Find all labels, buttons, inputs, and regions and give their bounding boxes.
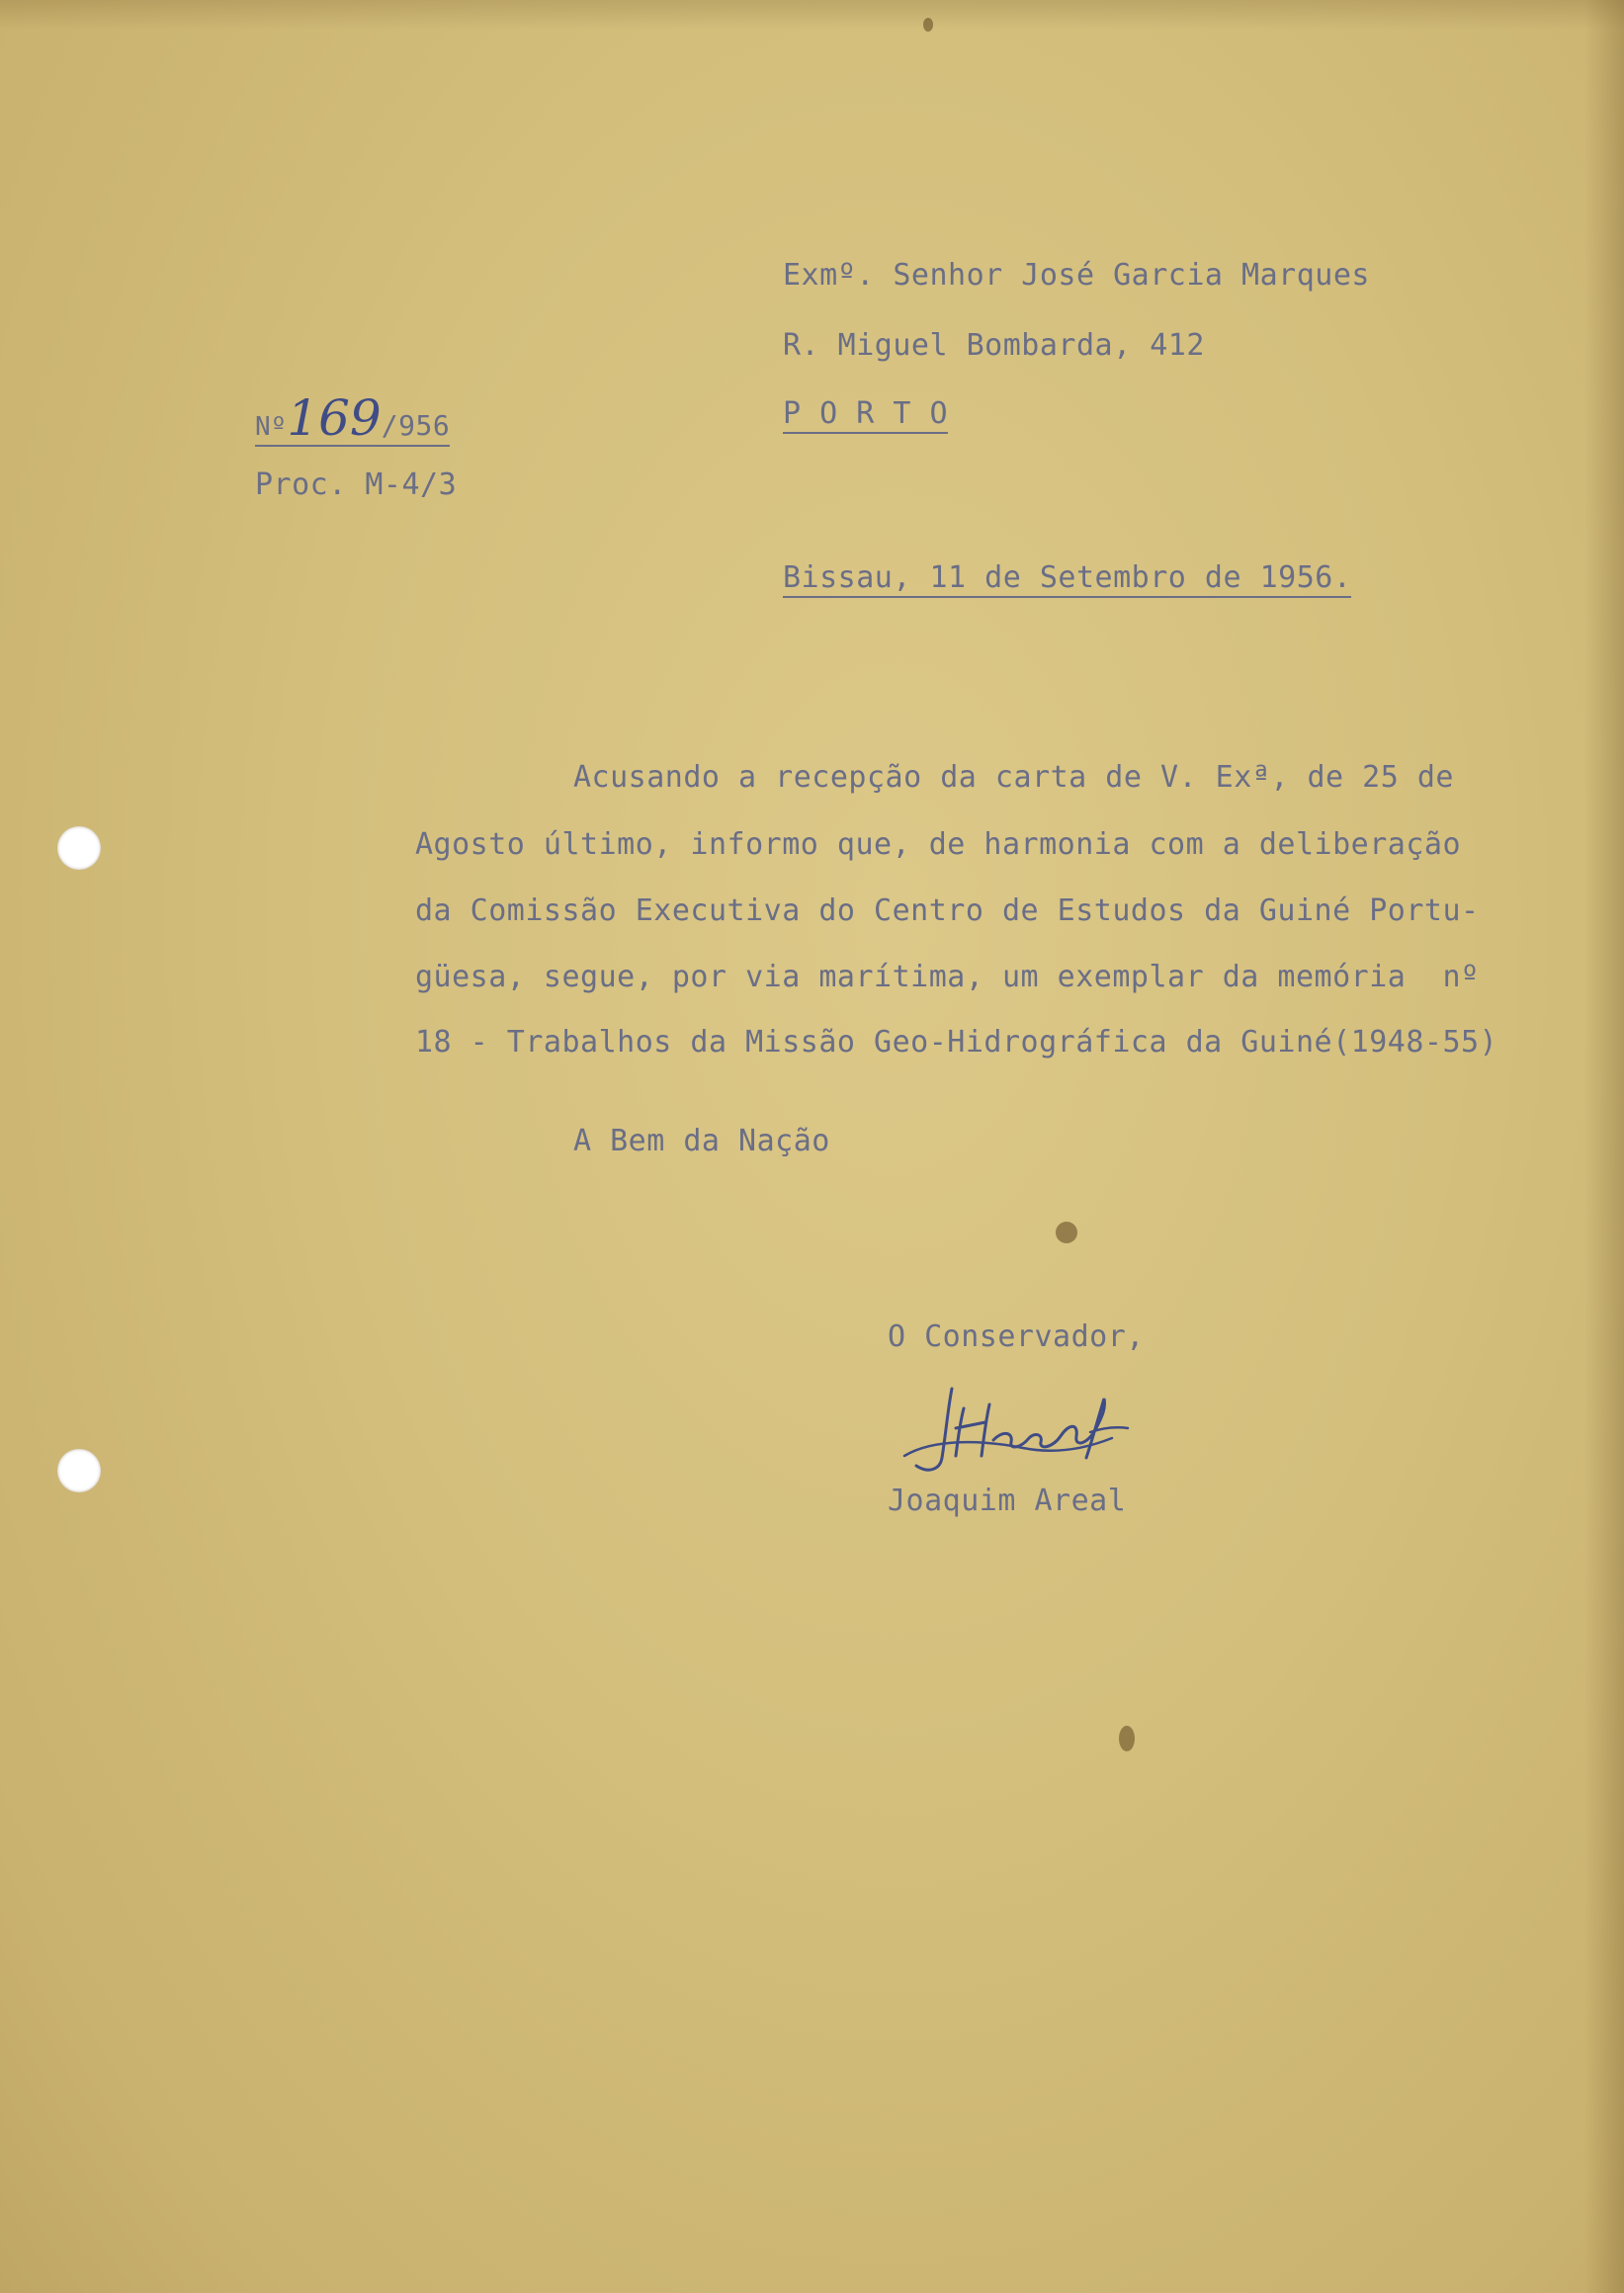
letter-date: Bissau, 11 de Setembro de 1956. <box>783 563 1351 598</box>
recipient-city: P O R T O <box>783 399 948 434</box>
stain <box>1056 1222 1077 1243</box>
reference-prefix: Nº <box>255 412 288 442</box>
closing-salutation: A Bem da Nação <box>573 1124 830 1158</box>
signatory-name: Joaquim Areal <box>888 1484 1127 1518</box>
reference-year: /956 <box>381 409 451 442</box>
body-line-1: Acusando a recepção da carta de V. Exª, de 25 de <box>573 760 1454 795</box>
handwritten-signature <box>895 1379 1171 1487</box>
reference-handwritten-number: 169 <box>287 389 382 447</box>
signatory-title: O Conservador, <box>888 1319 1145 1354</box>
punch-hole-bottom <box>57 1449 101 1492</box>
body-line-3: da Comissão Executiva do Centro de Estudos da Guiné Portu- <box>415 893 1480 928</box>
body-line-2: Agosto último, informo que, de harmonia com a deliberação <box>415 827 1462 862</box>
process-number: Proc. M-4/3 <box>255 467 458 502</box>
reference-number <box>255 389 451 447</box>
body-line-5: 18 - Trabalhos da Missão Geo-Hidrográfica da Guiné(1948-55) <box>415 1025 1498 1060</box>
recipient-street: R. Miguel Bombarda, 412 <box>783 328 1205 363</box>
stain <box>1119 1726 1135 1751</box>
recipient-name: Exmº. Senhor José Garcia Marques <box>783 258 1370 293</box>
punch-hole-top <box>57 826 101 870</box>
stain <box>923 18 933 32</box>
body-line-4: güesa, segue, por via marítima, um exemplar da memória nº <box>415 960 1480 994</box>
